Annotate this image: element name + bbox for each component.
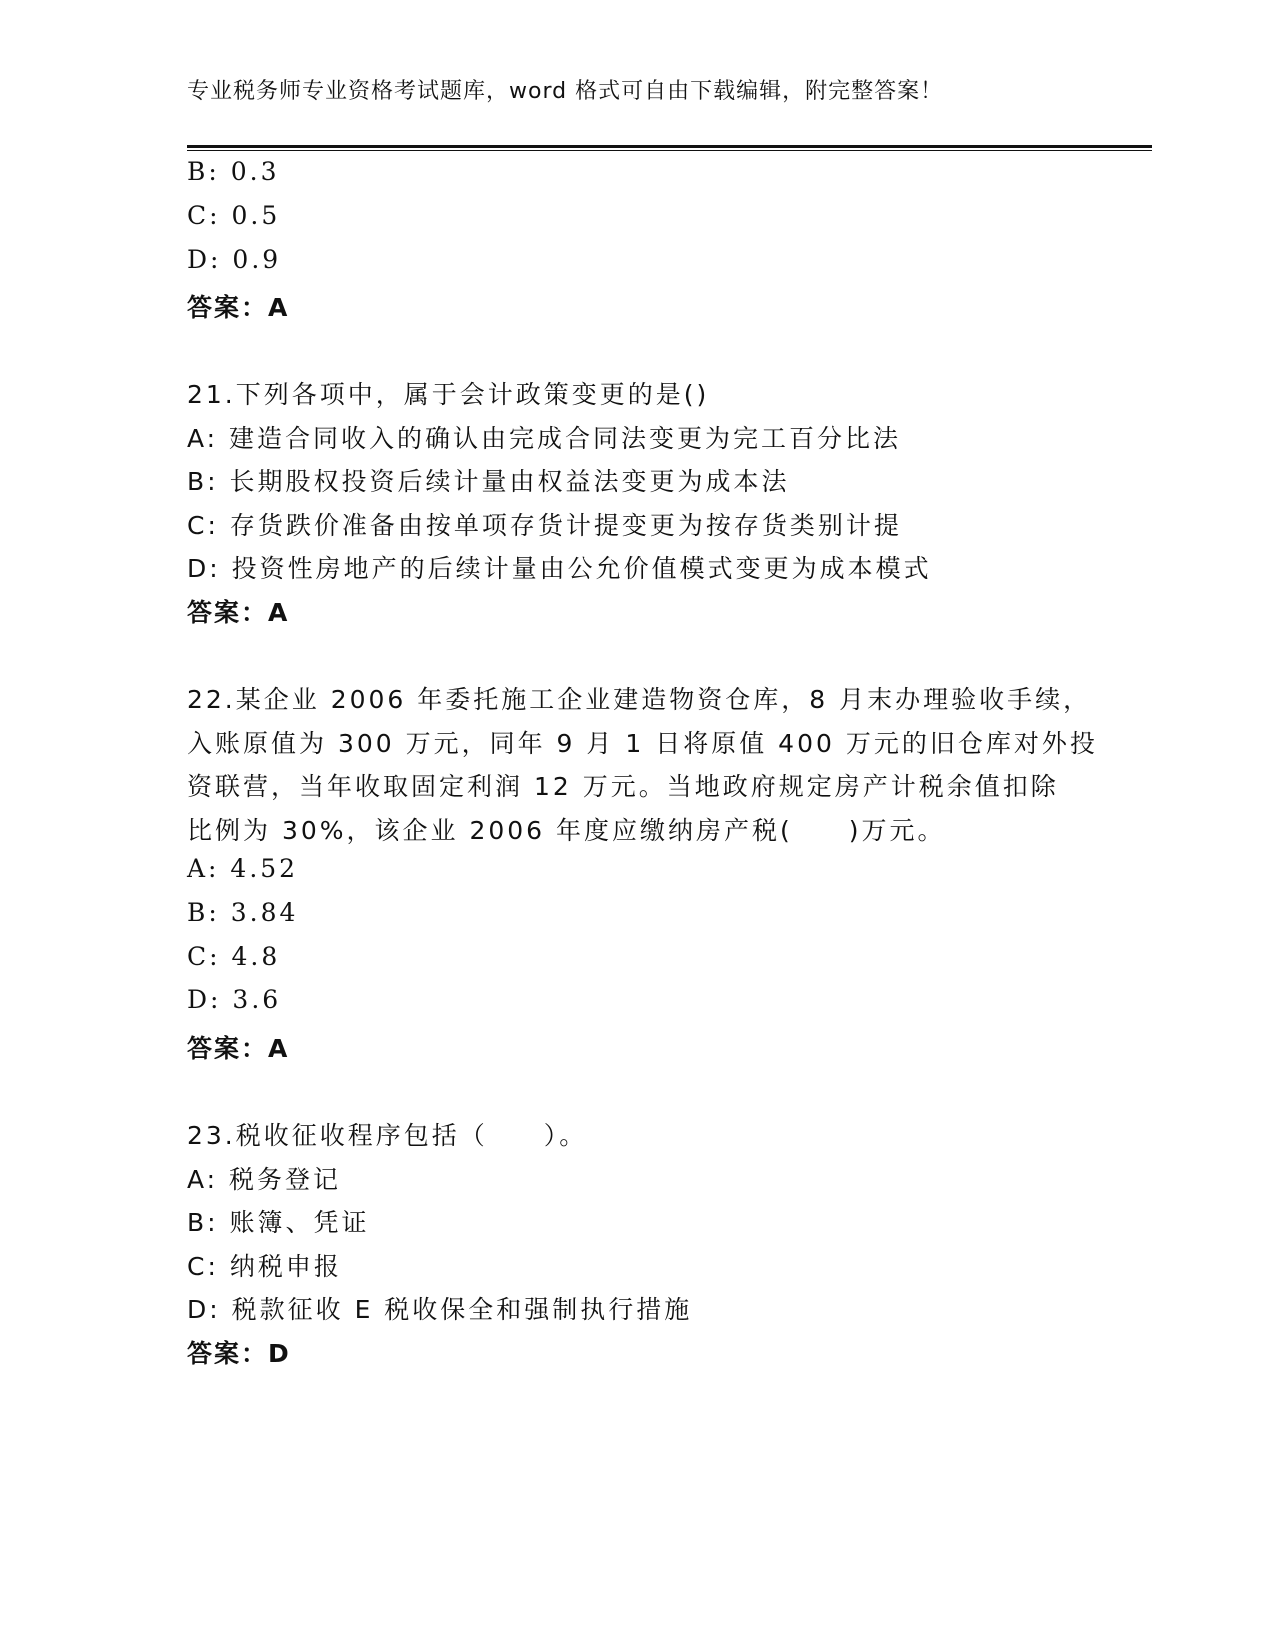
q22-option-d: D: 3.6 (187, 985, 282, 1014)
q23-option-b: B: 账簿、凭证 (187, 1208, 370, 1237)
q22-stem-line-2: 入账原值为 300 万元，同年 9 月 1 日将原值 400 万元的旧仓库对外投 (187, 729, 1098, 758)
q22-answer: 答案：A (187, 1034, 290, 1063)
header-rule-thin (187, 150, 1152, 151)
q21-answer: 答案：A (187, 598, 290, 627)
q22-stem-line-4: 比例为 30%，该企业 2006 年度应缴纳房产税( )万元。 (187, 816, 946, 845)
q22-stem-line-1: 22.某企业 2006 年委托施工企业建造物资仓库，8 月末办理验收手续， (187, 685, 1092, 714)
q23-answer: 答案：D (187, 1339, 291, 1368)
q21-option-b: B: 长期股权投资后续计量由权益法变更为成本法 (187, 467, 790, 496)
q23-option-c: C: 纳税申报 (187, 1252, 342, 1281)
header-rule-thick (187, 145, 1152, 148)
q21-stem: 21.下列各项中，属于会计政策变更的是() (187, 380, 710, 409)
q20-option-b: B: 0.3 (187, 157, 280, 186)
page-header: 专业税务师专业资格考试题库，word 格式可自由下载编辑，附完整答案！ (187, 79, 944, 104)
q22-stem-line-3: 资联营，当年收取固定利润 12 万元。当地政府规定房产计税余值扣除 (187, 772, 1059, 801)
q21-option-c: C: 存货跌价准备由按单项存货计提变更为按存货类别计提 (187, 511, 902, 540)
q22-option-a: A: 4.52 (187, 854, 299, 883)
q21-option-d: D: 投资性房地产的后续计量由公允价值模式变更为成本模式 (187, 554, 932, 583)
q23-option-d: D: 税款征收 E 税收保全和强制执行措施 (187, 1295, 693, 1324)
q23-stem: 23.税收征收程序包括（ ）。 (187, 1121, 588, 1150)
q21-option-a: A: 建造合同收入的确认由完成合同法变更为完工百分比法 (187, 424, 902, 453)
q22-option-c: C: 4.8 (187, 942, 281, 971)
q23-option-a: A: 税务登记 (187, 1165, 342, 1194)
q22-option-b: B: 3.84 (187, 898, 299, 927)
q20-option-d: D: 0.9 (187, 245, 282, 274)
q20-option-c: C: 0.5 (187, 201, 281, 230)
q20-answer: 答案：A (187, 293, 290, 322)
